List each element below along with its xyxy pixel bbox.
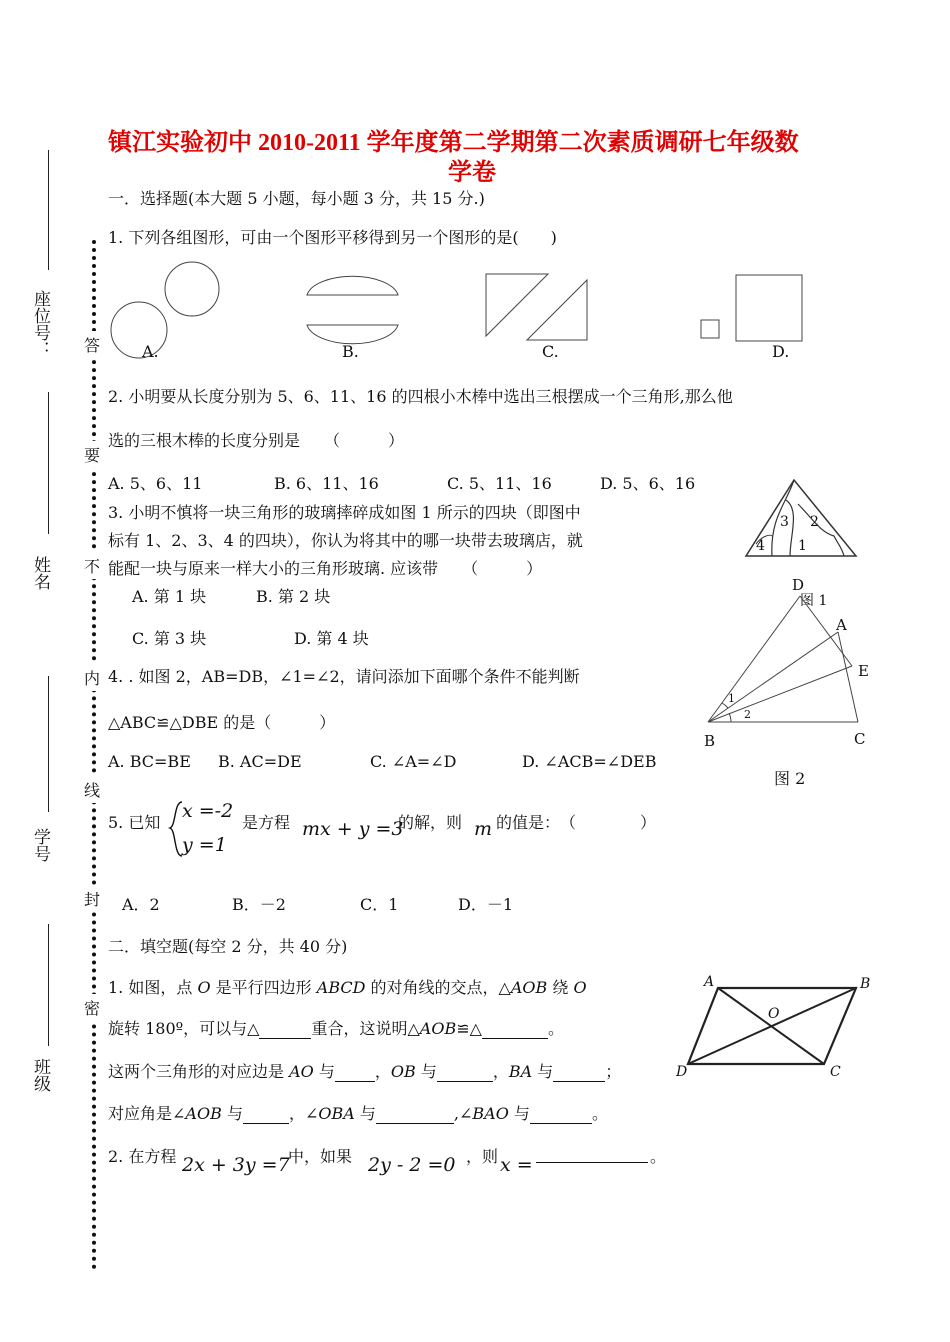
q3-stem-line1: 3. 小明不慎将一块三角形的玻璃摔碎成如图 1 所示的四块（即图中 [108, 503, 581, 522]
q4-option-b: B. AC=DE [218, 752, 302, 771]
parallelogram-point-a: A [704, 974, 715, 990]
answer-blank[interactable] [530, 1107, 592, 1124]
parallelogram-point-b: B [860, 976, 871, 992]
q3-option-d: D. 第 4 块 [294, 629, 369, 648]
seal-dotted-line [92, 240, 96, 1270]
seal-char: 封 [84, 885, 100, 912]
figure-1-piece-label: 2 [810, 514, 819, 530]
q5-option-d: D．－1 [458, 895, 514, 914]
q2-option-c: C. 5、11、16 [447, 474, 552, 493]
q1-figure-c-left [486, 274, 548, 336]
fill-q2-end: 。 [650, 1147, 667, 1166]
q5-prefix: 5. 已知 [108, 813, 161, 832]
figure-1-piece-label: 3 [780, 514, 789, 530]
q1-label-d: D. [772, 342, 790, 361]
figure-1-piece-label: 1 [798, 538, 807, 554]
figure-2-point-d: D [792, 576, 805, 594]
seal-char: 不 [84, 552, 100, 579]
figure-2-angle-2-arc [729, 713, 731, 722]
q2-option-a: A. 5、6、11 [108, 474, 203, 493]
fill-q2-answer-blank[interactable] [536, 1162, 648, 1163]
system-equation-2: y =1 [182, 834, 227, 856]
parallelogram-point-d: D [676, 1064, 688, 1080]
student-id-label: 学号 [30, 828, 50, 862]
fill-q1-line2: 旋转 180º，可以与△ 重合，这说明△AOB≌△ 。 [108, 1019, 564, 1038]
q2-stem-line1: 2. 小明要从长度分别为 5、6、11、16 的四根小木棒中选出三根摆成一个三角形,那么他 [108, 387, 733, 406]
figure-2-segment-bd [708, 596, 800, 722]
answer-blank[interactable] [243, 1107, 289, 1124]
section2-heading: 二．填空题(每空 2 分，共 40 分) [108, 937, 348, 956]
q3-stem-line2: 标有 1、2、3、4 的四块），你认为将其中的哪一块带去玻璃店，就 [108, 531, 583, 550]
q5-suffix: 的值是： （ ） [496, 813, 657, 832]
parallelogram-point-o: O [768, 1006, 780, 1022]
figure-2-angle-2: 2 [744, 708, 751, 721]
parallelogram-point-c: C [830, 1064, 841, 1080]
q1-figure-a-circle-large [165, 262, 219, 316]
fill-q2-text: 中，如果 [288, 1147, 353, 1166]
figure-2-point-b: B [704, 732, 716, 750]
seat-number-label: 座位号： [30, 290, 50, 358]
seal-char: 要 [84, 441, 100, 468]
figure-2-point-a: A [836, 616, 847, 634]
q5-equation: mx + y =3 [302, 818, 404, 840]
q4-option-c: C. ∠A=∠D [370, 752, 457, 771]
system-equation-1: x =-2 [182, 800, 234, 822]
fill-q2-x: x = [500, 1154, 533, 1176]
q5-variable: m [474, 818, 493, 840]
q1-figure-d-large [736, 275, 802, 341]
q2-stem-line2: 选的三根木棒的长度分别是 （ ） [108, 431, 405, 450]
q1-figure-b-bottom [307, 325, 398, 344]
seal-char: 线 [84, 776, 100, 803]
fill-q2-text: ，则 [466, 1147, 499, 1166]
q5-option-c: C．1 [360, 895, 399, 914]
parallelogram-figure [0, 960, 950, 1080]
q5-option-a: A．2 [122, 895, 160, 914]
q5-text: 是方程 [242, 813, 291, 832]
q1-label-a: A. [142, 342, 159, 361]
q5-option-b: B．－2 [232, 895, 286, 914]
figure-2-segment-ba [708, 632, 838, 722]
fill-q1-line3: 这两个三角形的对应边是 AO 与 ，OB 与 ，BA 与 ； [108, 1062, 622, 1081]
q3-option-a: A. 第 1 块 [132, 587, 207, 606]
fill-q2-prefix: 2. 在方程 [108, 1147, 177, 1166]
figure-2-angle-1: 1 [728, 692, 735, 705]
q1-label-b: B. [342, 342, 359, 361]
figure-1-piece-label: 4 [756, 538, 765, 554]
q3-option-c: C. 第 3 块 [132, 629, 207, 648]
q1-label-c: C. [542, 342, 559, 361]
page-title: 镇江实验初中 2010-2011 学年度第二学期第二次素质调研七年级数 [108, 130, 799, 156]
q5-text: 的解，则 [398, 813, 463, 832]
fill-q2-condition: 2y - 2 =0 [368, 1154, 456, 1176]
q4-option-a: A. BC=BE [108, 752, 191, 771]
name-label: 姓名 [30, 556, 50, 590]
q1-figure-c-right [527, 280, 587, 340]
q4-stem-line1: 4. . 如图 2，AB=DB，∠1=∠2，请问添加下面哪个条件不能判断 [108, 667, 580, 686]
answer-blank[interactable] [376, 1107, 454, 1124]
q2-option-b: B. 6、11、16 [274, 474, 379, 493]
fill-q1-line4: 对应角是∠AOB 与 ，∠OBA 与 ,∠BAO 与 。 [108, 1104, 608, 1123]
figure-2-segment-ac [838, 632, 858, 722]
seal-char: 答 [84, 331, 100, 358]
seal-char: 内 [84, 664, 100, 691]
figure-1-caption: 图 1 [800, 593, 828, 609]
q1-figure-d-small [701, 320, 719, 338]
q4-option-d: D. ∠ACB=∠DEB [522, 752, 657, 771]
q2-option-d: D. 5、6、16 [600, 474, 696, 493]
q3-stem-line3: 能配一块与原来一样大小的三角形玻璃. 应该带 （ ） [108, 559, 543, 578]
q1-figure-b-top [307, 276, 398, 295]
fill-q2-equation: 2x + 3y =7 [182, 1154, 290, 1176]
figure-2-point-c: C [854, 730, 866, 748]
section1-heading: 一．选择题(本大题 5 小题，每小题 3 分，共 15 分.) [108, 189, 485, 208]
page-title-continued: 学卷 [448, 160, 496, 186]
seal-char: 密 [84, 994, 100, 1021]
class-label: 班级 [30, 1058, 50, 1092]
figure-2-point-e: E [858, 662, 869, 680]
fill-q1-line1: 1. 如图，点 O 是平行四边形 ABCD 的对角线的交点，△AOB 绕 O [108, 978, 587, 997]
figure-1-broken-triangle [0, 474, 950, 574]
q3-option-b: B. 第 2 块 [256, 587, 331, 606]
figure-2-caption: 图 2 [774, 769, 806, 788]
q4-stem-line2: △ABC≌△DBE 的是（ ） [108, 713, 336, 732]
q1-stem: 1. 下列各组图形，可由一个图形平移得到另一个图形的是( ) [108, 228, 557, 247]
